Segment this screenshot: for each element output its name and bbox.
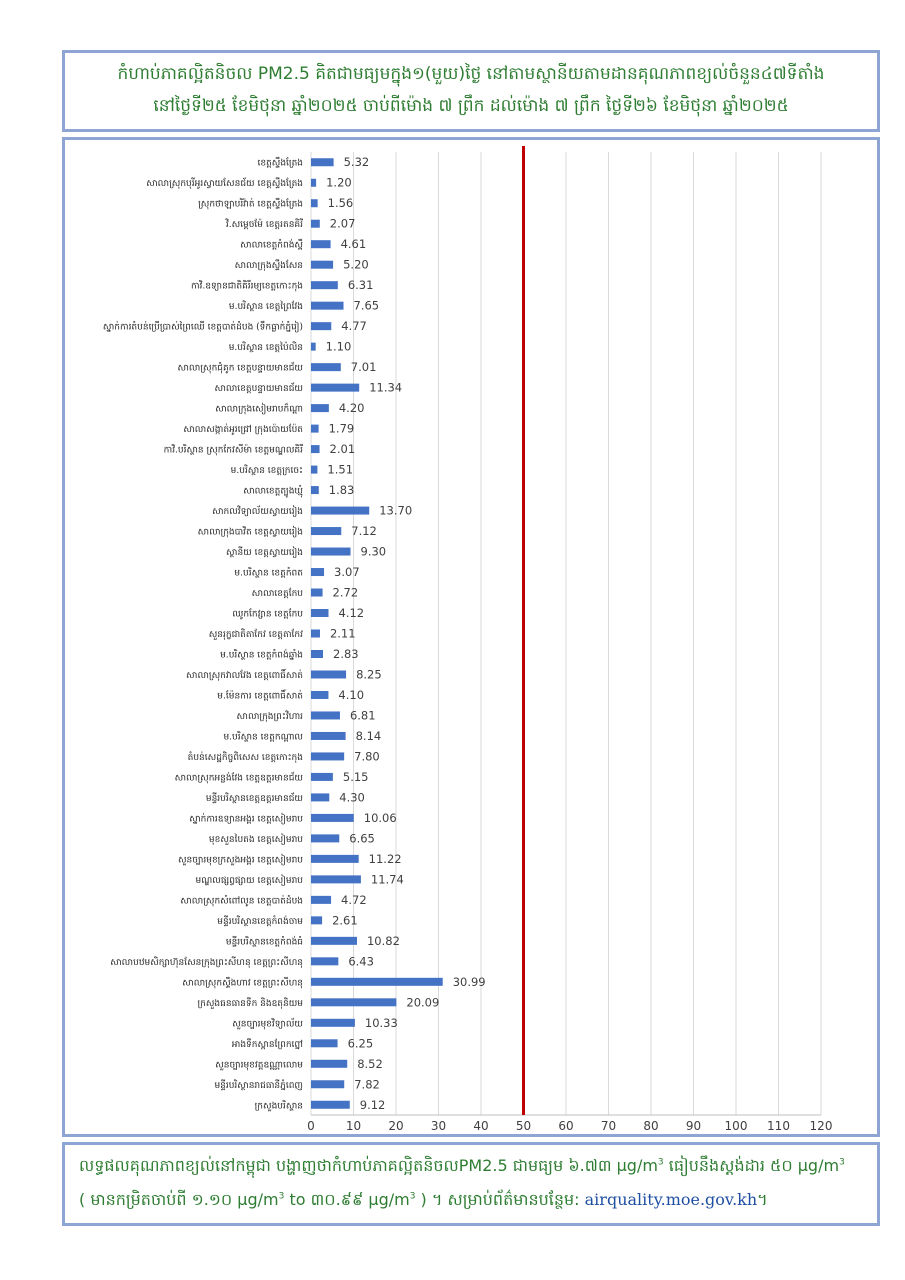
x-tick-label: 100: [724, 1119, 748, 1133]
bar: [311, 466, 317, 474]
category-label: ម.បរិស្ថាន ខេត្តព្រៃវែង: [228, 302, 303, 313]
x-tick-label: 120: [809, 1119, 833, 1133]
category-label: សាលាខេត្តត្បូងឃ្មុំ: [243, 486, 303, 497]
data-label: 20.09: [406, 995, 440, 1010]
bar: [311, 343, 316, 351]
data-label: 8.52: [357, 1056, 383, 1071]
data-label: 11.74: [370, 872, 404, 887]
x-tick-label: 30: [430, 1119, 447, 1133]
category-label: មុខសួនបៃតង ខេត្តសៀមរាប: [208, 834, 303, 845]
category-label: កាវិ.បរិស្ថាន ស្រុកកែវសីម៉ា ខេត្តមណ្ឌលគិរី: [163, 445, 303, 456]
bar: [311, 220, 320, 228]
footer-end-mark: ។: [757, 1190, 768, 1209]
data-label: 1.83: [328, 483, 355, 498]
category-label: សាលាស្រុកបុរីអូរស្វាយសែនជ័យ ខេត្តស្ទឹងត្រែង: [146, 179, 303, 190]
title-panel: [62, 50, 880, 132]
data-label: 6.25: [347, 1036, 374, 1051]
title-line-1: កំហាប់ភាគល្អិតនិចល PM2.5 គិតជាមធ្យមក្នុង១(មួយ)ថ្ងៃ នៅតាមស្ថានីយតាមដានគុណភាពខ្យល់ចំនួន៤៧ទីតាំង: [117, 64, 825, 84]
category-label: ម.បរិស្ថាន ខេត្តប៉ៃលិន: [228, 343, 303, 354]
category-label: មន្ទីរបរិស្ថានខេត្តកំពង់ចាម: [217, 916, 303, 927]
bar: [311, 998, 396, 1006]
category-label: សួនច្បារមុខវិទ្យាល័យ: [232, 1019, 303, 1030]
category-label: ម.បរិស្ថាន ខេត្តកំពត: [234, 568, 303, 579]
data-label: 3.07: [334, 565, 360, 580]
x-tick-label: 0: [307, 1119, 315, 1133]
category-label: វិ.សម្តេចម៉ែ ខេត្តរតនគិរី: [225, 220, 303, 231]
x-tick-label: 20: [388, 1119, 404, 1133]
bar: [311, 507, 369, 515]
bar: [311, 937, 357, 945]
category-label: ខេត្តស្ទឹងត្រែង: [257, 158, 303, 169]
bar: [311, 978, 443, 986]
data-label: 4.30: [339, 790, 365, 805]
data-label: 5.15: [342, 769, 369, 784]
x-tick-label: 110: [767, 1119, 790, 1133]
bar: [311, 793, 329, 801]
category-label: សាលាក្រុងស្ទឹងសែន: [234, 261, 303, 272]
footer-unit-sup: 3: [409, 1191, 416, 1202]
category-label: សួនច្បារមុខក្រសួងអង្គរ ខេត្តសៀមរាប: [177, 855, 303, 866]
data-label: 5.32: [343, 155, 370, 170]
bar: [311, 179, 316, 187]
bar: [311, 322, 331, 330]
bar: [311, 773, 333, 781]
data-label: 11.34: [369, 380, 403, 395]
bar: [311, 896, 331, 904]
bar: [311, 281, 338, 289]
data-label: 1.79: [328, 421, 355, 436]
data-label: 2.01: [329, 442, 356, 457]
data-label: 6.43: [348, 954, 374, 969]
category-label: សាលាខេត្តបន្ទាយមានជ័យ: [214, 384, 303, 395]
category-label: ម.បរិស្ថាន ខេត្តក្រចេះ: [230, 466, 303, 477]
bar: [311, 957, 338, 965]
bar: [311, 158, 334, 166]
x-tick-label: 60: [558, 1119, 574, 1133]
category-label: សាលាក្រុងបាវិត ខេត្តស្វាយរៀង: [197, 527, 303, 538]
category-label: កាវិ.ឧទ្យានជាតិគិរីរម្យខេត្តកោះកុង: [190, 281, 303, 292]
category-label: សាលាស្រុកស្ទឹងហាវ ខេត្តព្រះសីហនុ: [182, 978, 303, 989]
category-label: សាលាស្រុកអន្លង់វែង ខេត្តឧត្តរមានជ័យ: [174, 773, 303, 784]
bar: [311, 752, 344, 760]
bar: [311, 855, 359, 863]
data-label: 6.65: [349, 831, 375, 846]
category-label: សាកលវិទ្យាល័យស្វាយរៀង: [212, 507, 303, 518]
category-label: ស្នាក់ការឧទ្យានអង្គរ ខេត្តសៀមរាប: [189, 814, 303, 825]
title-line-2: នៅថ្ងៃទី២៥ ខែមិថុនា ឆ្នាំ២០២៥ ចាប់ពីម៉ោង ៧ ព្រឹក ដល់ម៉ោង ៧ ព្រឹក ថ្ងៃទី២៦ ខែមិថុនា ឆ្នាំ២០២៥: [153, 96, 789, 116]
category-label: ម.បរិស្ថាន ខេត្តកំពង់ឆ្នាំង: [220, 650, 303, 661]
data-label: 4.77: [341, 319, 367, 334]
bar: [311, 875, 361, 883]
data-label: 9.12: [359, 1097, 386, 1112]
data-label: 1.20: [326, 175, 352, 190]
data-label: 2.07: [329, 216, 356, 231]
data-label: 7.12: [351, 524, 377, 539]
bar: [311, 404, 329, 412]
bar: [311, 425, 319, 433]
data-label: 1.51: [327, 462, 354, 477]
bar: [311, 568, 324, 576]
data-label: 7.82: [354, 1077, 380, 1092]
category-label: ស្នាក់ការតំបន់ប្រើប្រាស់ព្រៃឈើ ខេត្តបាត់ដំបង (ទឹកធ្លាក់ភ្នំរៀ): [102, 322, 303, 333]
category-label: មន្ទីរបរិស្ថានខេត្តកំពង់ធំ: [225, 937, 303, 948]
data-label: 11.22: [368, 851, 402, 866]
data-label: 9.30: [360, 544, 387, 559]
data-label: 6.81: [349, 708, 376, 723]
airquality-link[interactable]: airquality.moe.gov.kh: [584, 1190, 758, 1209]
x-tick-label: 80: [643, 1119, 659, 1133]
x-tick-label: 90: [685, 1119, 702, 1133]
bar: [311, 1060, 347, 1068]
data-label: 6.31: [347, 278, 374, 293]
category-label: មន្ទីរបរិស្ថានខេត្តឧត្តរមានជ័យ: [205, 793, 303, 804]
data-label: 4.61: [340, 237, 367, 252]
x-tick-label: 70: [600, 1119, 617, 1133]
footer-standard-text: ធៀបនឹងស្តង់ដារ ៥០ μg/m: [663, 1156, 840, 1175]
x-tick-label: 50: [515, 1119, 532, 1133]
x-tick-label: 40: [473, 1119, 489, 1133]
footer-more-info: ) ។ សម្រាប់ព័ត៌មានបន្ថែម:: [415, 1190, 585, 1209]
category-label: តំបន់សេដ្ឋកិច្ចពិសេស ខេត្តកោះកុង: [187, 752, 303, 763]
bar: [311, 609, 329, 617]
bar: [311, 1101, 350, 1109]
footer-unit-sup: 3: [278, 1191, 285, 1202]
bar: [311, 650, 323, 658]
chart-panel: [62, 137, 880, 1137]
data-label: 7.01: [350, 360, 377, 375]
bar: [311, 445, 320, 453]
bar: [311, 834, 339, 842]
data-label: 7.65: [353, 298, 380, 313]
bar: [311, 261, 333, 269]
footer-range-start: ( មានកម្រិតចាប់ពី ១.១០ μg/m: [79, 1190, 279, 1209]
bar: [311, 548, 351, 556]
category-label: សាលាស្រុកជុំគូក ខេត្តបន្ទាយមានជ័យ: [177, 363, 303, 374]
footer-line-2: [79, 1189, 867, 1213]
footer-unit-sup: 3: [657, 1157, 664, 1168]
bar: [311, 814, 354, 822]
bar: [311, 670, 346, 678]
category-label: មណ្ឌលផ្សព្វផ្សាយ ខេត្តសៀមរាប: [195, 875, 303, 886]
bar: [311, 240, 331, 248]
category-label: សាលាក្រុងព្រះវិហារ: [236, 711, 303, 722]
bar-chart: [65, 140, 877, 1134]
category-label: ក្រសួងធនធានទឹក និងឧតុនិយម: [197, 998, 303, 1009]
data-label: 2.83: [333, 646, 359, 661]
data-label: 2.11: [329, 626, 356, 641]
bar: [311, 199, 318, 207]
category-label: មន្ទីរបរិស្ថានរាជធានីភ្នំពេញ: [214, 1080, 303, 1091]
bar: [311, 732, 346, 740]
data-label: 4.72: [341, 892, 367, 907]
category-label: សាលាខេត្តកែប: [251, 589, 303, 600]
bar: [311, 589, 323, 597]
category-label: សួនច្បារមុខវត្តឧណ្ណាលោម: [215, 1060, 303, 1071]
data-label: 10.82: [366, 933, 400, 948]
footer-average-text: លទ្ធផលគុណភាពខ្យល់នៅកម្ពុជា បង្ហាញថាកំហាប់ភាគល្អិតនិចលPM2.5 ជាមធ្យម ៦.៧៣ μg/m: [79, 1156, 658, 1175]
category-label: ម.ម៉ែនការ ខេត្តពោធិ៍សាត់: [217, 691, 303, 702]
footer-range-to: to ៣០.៩៩ μg/m: [284, 1190, 410, 1209]
category-label: អាងទឹកស្ពានព្រែកព្នៅ: [231, 1039, 303, 1050]
data-label: 10.33: [364, 1015, 398, 1030]
category-label: សាលាខេត្តកំពង់ស្ពឺ: [240, 240, 303, 251]
footer-unit-sup: 3: [839, 1157, 845, 1168]
bar: [311, 1019, 355, 1027]
category-label: ស្ថានីយ ខេត្តស្វាយរៀង: [226, 548, 303, 559]
footer-panel: [62, 1142, 880, 1226]
bar: [311, 1039, 338, 1047]
data-label: 8.14: [355, 728, 382, 743]
category-label: ស្រុកថាឡាបរិវ៉ាត់ ខេត្តស្ទឹងត្រែង: [198, 199, 303, 210]
category-label: សួនរុក្ខជាតិតាកែវ ខេត្តតាកែវ: [208, 630, 303, 640]
data-label: 4.20: [338, 401, 365, 416]
data-label: 10.06: [363, 810, 397, 825]
category-label: សាលាបឋមសិក្សាហ៊ុនសែនក្រុងព្រះសីហនុ ខេត្តព្រះសីហនុ: [110, 957, 303, 968]
data-label: 4.12: [338, 606, 365, 621]
bar: [311, 630, 320, 638]
bar: [311, 486, 319, 494]
category-label: សាលាស្រុកវាលវែង ខេត្តពោធិ៍សាត់: [186, 670, 303, 681]
category-label: ឈូកកែវ្សាន ខេត្តកែប: [232, 609, 303, 620]
data-label: 30.99: [452, 974, 486, 989]
category-label: សាលាស្រុកសំពៅលូន ខេត្តបាត់ដំបង: [180, 896, 303, 907]
bar: [311, 1080, 344, 1088]
bar: [311, 711, 340, 719]
category-label: ក្រសួងបរិស្ថាន: [254, 1101, 303, 1112]
data-label: 1.10: [325, 339, 352, 354]
data-label: 13.70: [379, 503, 413, 518]
data-label: 4.10: [338, 687, 365, 702]
data-label: 7.80: [354, 749, 380, 764]
bar: [311, 916, 322, 924]
x-tick-label: 10: [345, 1119, 362, 1133]
data-label: 5.20: [343, 257, 369, 272]
category-label: ម.បរិស្ថាន ខេត្តកណ្ដាល: [223, 732, 303, 743]
bar: [311, 384, 359, 392]
bar: [311, 691, 328, 699]
bar: [311, 363, 341, 371]
data-label: 2.61: [332, 913, 358, 928]
data-label: 1.56: [327, 196, 354, 211]
data-label: 2.72: [332, 585, 359, 600]
category-label: សាលាសង្កាត់អូរជ្រៅ ក្រុងប៉ោយប៉ែត: [183, 425, 303, 436]
footer-line-1: [79, 1155, 867, 1179]
data-label: 8.25: [356, 667, 382, 682]
bar: [311, 527, 341, 535]
category-label: សាលាក្រុងសៀមរាបក៏ណ្ដា: [215, 404, 303, 415]
bar: [311, 302, 344, 310]
